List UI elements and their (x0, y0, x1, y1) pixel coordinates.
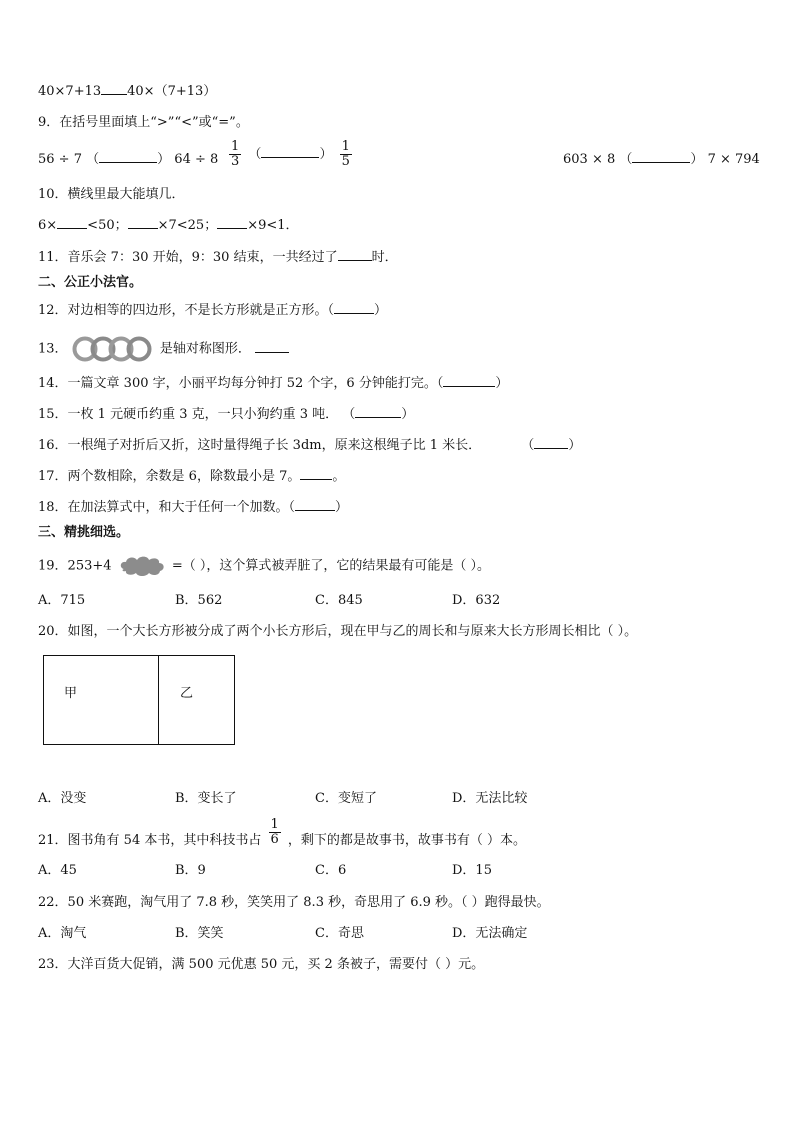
q8-right-expr: 40×（7+13） (127, 84, 217, 99)
q19-option-b[interactable]: B．562 (175, 593, 223, 608)
q9-paren-open: （ (619, 152, 633, 167)
q14-text: 14．一篇文章 300 字，小丽平均每分钟打 52 个字，6 分钟能打完。（ (38, 376, 444, 391)
label-jia: 甲 (64, 686, 78, 701)
q10-part1: 6× (38, 218, 58, 233)
q23-text: 23．大洋百货大促销，满 500 元优惠 50 元，买 2 条被子，需要付（ ）元。 (38, 957, 485, 972)
q21-prefix: 21．图书角有 54 本书，其中科技书占 (38, 833, 262, 848)
q9-item1 (38, 150, 218, 169)
q9-paren-open: （ (86, 152, 100, 167)
q10-blank2[interactable] (128, 216, 158, 229)
q11-end: 时． (371, 250, 398, 265)
q14-end: ） (495, 376, 509, 391)
q20-option-d[interactable]: D．无法比较 (452, 791, 528, 806)
q18-end: ） (335, 500, 349, 515)
q21-option-d[interactable]: D．15 (452, 863, 492, 878)
q16-text: 16．一根绳子对折后又折，这时量得绳子长 3dm，原来这根绳子比 1 米长． (38, 438, 482, 453)
q10-title: 10．横线里最大能填几． (38, 187, 185, 202)
q12 (38, 301, 387, 320)
q17 (38, 467, 345, 486)
q18 (38, 498, 348, 517)
q9-item3 (563, 150, 760, 169)
q16 (38, 436, 581, 455)
q9-paren-close: ） (690, 152, 704, 167)
q21-suffix: ，剩下的都是故事书，故事书有（ ）本。 (287, 833, 527, 848)
q9-item3-right: 7 × 794 (707, 152, 760, 167)
q18-text: 18．在加法算式中，和大于任何一个加数。（ (38, 500, 296, 515)
q22-text: 22．50 米赛跑，淘气用了 7.8 秒，笑笑用了 8.3 秒，奇思用了 6.9 秒。（ ）跑得最快。 (38, 895, 550, 910)
q9-item1-left: 56 ÷ 7 (38, 152, 82, 167)
q9-item3-left: 603 × 8 (563, 152, 616, 167)
q9-paren-close: ） (157, 152, 171, 167)
section-3-title: 三、精挑细选。 (38, 525, 130, 540)
q21 (38, 818, 526, 856)
q9-item1-blank[interactable] (99, 150, 157, 163)
q13-text: 是轴对称图形． (159, 341, 251, 357)
q20-text: 20．如图，一个大长方形被分成了两个小长方形后，现在甲与乙的周长和与原来大长方形周长相比（ ）。 (38, 624, 638, 639)
q9-item1-right: 64 ÷ 8 (174, 152, 219, 167)
q15-end: ） (401, 407, 415, 422)
q16-end: ） (568, 438, 582, 453)
q17-text: 17．两个数相除，余数是 6，除数最小是 7。 (38, 469, 301, 484)
q10-part2: <50； (87, 218, 128, 233)
rectangle-divider (158, 656, 159, 744)
label-yi: 乙 (180, 686, 194, 701)
q19-option-d[interactable]: D．632 (452, 593, 501, 608)
q11-blank[interactable] (338, 248, 372, 261)
q16-open: （ (521, 438, 535, 453)
q17-blank[interactable] (300, 467, 332, 480)
q10-part3: ×7<25； (157, 218, 218, 233)
q10-part4: ×9<1． (247, 218, 299, 233)
q22-option-b[interactable]: B．笑笑 (175, 926, 224, 941)
q9-paren-close: ） (319, 147, 333, 162)
q19-option-c[interactable]: C．845 (315, 593, 363, 608)
q19-prefix: 19．253+4 (38, 558, 112, 574)
q9-title: 9．在括号里面填上“>”“<”或“=”。 (38, 115, 249, 130)
q19-option-a[interactable]: A．715 (38, 593, 86, 608)
q20-option-c[interactable]: C．变短了 (315, 791, 377, 806)
q11-text: 11．音乐会 7：30 开始，9：30 结束，一共经过了 (38, 250, 338, 265)
q9-paren-open: （ (248, 147, 262, 162)
q10-items (38, 216, 299, 235)
q21-fraction: $\frac{1}{6}$ (270, 817, 279, 847)
q15-text: 15．一枚 1 元硬币约重 3 克，一只小狗约重 3 吨． （ (38, 407, 356, 422)
q15 (38, 405, 414, 424)
q8-tail (38, 82, 216, 101)
q22-option-a[interactable]: A．淘气 (38, 926, 87, 941)
section-2-title: 二、公正小法官。 (38, 275, 143, 290)
q19-suffix: =（ ），这个算式被弄脏了，它的结果最有可能是（ ）。 (171, 558, 490, 574)
q13-num: 13． (38, 341, 68, 357)
q17-end: 。 (332, 469, 346, 484)
q8-left-expr: 40×7+13 (38, 84, 102, 99)
q12-text: 12．对边相等的四边形，不是长方形就是正方形。（ (38, 303, 335, 318)
q22-option-c[interactable]: C．奇思 (315, 926, 364, 941)
q21-option-c[interactable]: C．6 (315, 863, 347, 878)
q16-blank[interactable] (534, 436, 568, 449)
rings-icon (72, 336, 152, 362)
q12-blank[interactable] (334, 301, 374, 314)
q15-blank[interactable] (355, 405, 401, 418)
q19 (38, 555, 490, 577)
q10-blank1[interactable] (57, 216, 87, 229)
q9-item2 (226, 140, 355, 169)
q8-answer-blank[interactable] (101, 82, 127, 95)
q10-blank3[interactable] (217, 216, 247, 229)
q9-frac-left: $\frac{1}{3}$ (231, 139, 240, 169)
q20-option-b[interactable]: B．变长了 (175, 791, 237, 806)
rectangle-figure (43, 655, 235, 745)
q9-frac-right: $\frac{1}{5}$ (341, 139, 350, 169)
cloud-smudge-icon (118, 555, 166, 577)
q14-blank[interactable] (443, 374, 495, 387)
q11 (38, 248, 398, 267)
q12-end: ） (374, 303, 388, 318)
q21-option-b[interactable]: B．9 (175, 863, 206, 878)
q22-option-d[interactable]: D．无法确定 (452, 926, 528, 941)
q20-option-a[interactable]: A．没变 (38, 791, 87, 806)
q21-option-a[interactable]: A．45 (38, 863, 77, 878)
q9-item2-blank[interactable] (261, 145, 319, 158)
q13 (38, 336, 289, 362)
q13-blank[interactable] (255, 340, 289, 353)
q18-blank[interactable] (295, 498, 335, 511)
q9-item3-blank[interactable] (632, 150, 690, 163)
q14 (38, 374, 508, 393)
